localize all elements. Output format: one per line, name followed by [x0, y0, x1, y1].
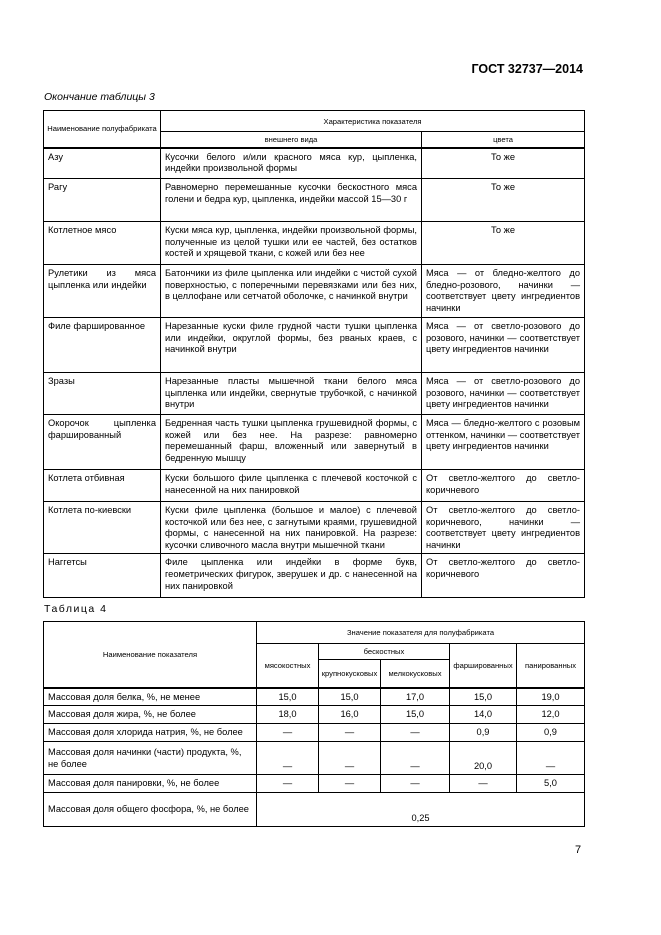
table-row — [44, 222, 585, 265]
t3-appearance-cell: Куски большого филе цыпленка с плечевой косточкой с нанесенной на них панировкой — [161, 470, 422, 502]
t4-value-cell: 15,0 — [319, 688, 381, 706]
t4-value-cell: 16,0 — [319, 706, 381, 724]
t4-value-cell: 17,0 — [381, 688, 450, 706]
t3-name-cell: Котлета отбивная — [44, 470, 161, 502]
t3-appearance-cell: Куски филе цыпленка (большое и малое) с плечевой косточкой или без нее, с загнутыми краями, грушевидной формы, с нанесенной на них панировкой. На разрезе: кусочки сливочного масла внутри мышечной ткани — [161, 502, 422, 554]
t4-indicator-cell: Массовая доля хлорида натрия, %, не более — [44, 724, 257, 742]
standard-code: ГОСТ 32737—2014 — [471, 62, 583, 76]
table-row — [44, 179, 585, 222]
t3-appearance-cell: Филе цыпленка или индейки в форме букв, геометрических фигурок, зверушек и др. с нанесенной на них панировкой — [161, 554, 422, 598]
table4 — [43, 621, 585, 827]
t3-appearance-cell: Равномерно перемешанные кусочки бескостного мяса голени и бедра кур, цыпленка, индейки массой 15—30 г — [161, 179, 422, 222]
t3-color-cell: Мяса — бледно-желтого с розовым оттенком, начинки — соответствует цвету ингредиентов начинки — [422, 415, 585, 470]
t4-value-cell: 15,0 — [257, 688, 319, 706]
table-row — [44, 724, 585, 742]
t3-color-cell: От светло-желтого до светло-коричневого — [422, 470, 585, 502]
t4-header-value: Значение показателя для полуфабриката — [257, 622, 585, 644]
t4-indicator-cell: Массовая доля белка, %, не менее — [44, 688, 257, 706]
t4-value-cell: — — [381, 742, 450, 775]
table-row — [44, 415, 585, 470]
t3-header-appearance: внешнего вида — [161, 132, 422, 148]
t3-color-cell: Мяса — от светло-розового до розового, начинки — соответствует цвету ингредиентов начинки — [422, 373, 585, 415]
table-row — [44, 706, 585, 724]
table-row — [44, 775, 585, 793]
t3-color-cell: То же — [422, 148, 585, 179]
t4-value-cell: — — [517, 742, 585, 775]
t4-value-cell: — — [450, 775, 517, 793]
table-row — [44, 688, 585, 706]
t3-header-name: Наименование полуфабриката — [44, 111, 161, 148]
t3-color-cell: Мяса — от бледно-желтого до бледно-розового, начинки — соответствует цвету ингредиентов начинки — [422, 265, 585, 318]
t4-value-cell: — — [381, 775, 450, 793]
t4-value-cell: 20,0 — [450, 742, 517, 775]
t3-appearance-cell: Бедренная часть тушки цыпленка грушевидной формы, с кожей или без нее. На разрезе: равномерно перемешанный фарш, вложенный или завернутый в бедренную мышцу — [161, 415, 422, 470]
t4-header-bone: мясокостных — [257, 644, 319, 688]
table-row — [44, 502, 585, 554]
t3-name-cell: Котлета по-киевски — [44, 502, 161, 554]
t3-color-cell: То же — [422, 222, 585, 265]
t4-value-cell: — — [319, 724, 381, 742]
t4-value-cell: 18,0 — [257, 706, 319, 724]
t3-color-cell: Мяса — от светло-розового до розового, начинки — соответствует цвету ингредиентов начинки — [422, 318, 585, 373]
t4-value-cell: 0,9 — [517, 724, 585, 742]
t3-color-cell: То же — [422, 179, 585, 222]
t4-value-cell: — — [257, 724, 319, 742]
table-row — [44, 148, 585, 179]
t3-appearance-cell: Батончики из филе цыпленка или индейки с чистой сухой поверхностью, с поперечными перевязками или без них, в целлофане или сетчатой оболочке, с начинкой внутри — [161, 265, 422, 318]
t3-name-cell: Азу — [44, 148, 161, 179]
table-row — [44, 318, 585, 373]
t4-header-small: мелкокусковых — [381, 660, 450, 688]
t4-value-cell: 0,9 — [450, 724, 517, 742]
t3-appearance-cell: Нарезанные куски филе грудной части тушки цыпленка или индейки, округлой формы, без рваных краев, с начинкой внутри — [161, 318, 422, 373]
t4-indicator-cell: Массовая доля общего фосфора, %, не более — [44, 793, 257, 827]
t4-header-indicator: Наименование показателя — [44, 622, 257, 688]
t3-appearance-cell: Кусочки белого и/или красного мяса кур, цыпленка, индейки произвольной формы — [161, 148, 422, 179]
t4-value-cell: — — [319, 742, 381, 775]
t3-name-cell: Рулетики из мяса цыпленка или индейки — [44, 265, 161, 318]
table-row — [44, 554, 585, 598]
t3-name-cell: Котлетное мясо — [44, 222, 161, 265]
t3-color-cell: От светло-желтого до светло-коричневого — [422, 554, 585, 598]
t3-header-characteristic: Характеристика показателя — [161, 111, 585, 132]
t4-value-cell: — — [257, 742, 319, 775]
t3-name-cell: Окорочок цыпленка фаршированный — [44, 415, 161, 470]
page-number: 7 — [575, 844, 582, 856]
t3-name-cell: Наггетсы — [44, 554, 161, 598]
t4-header-stuffed: фаршированных — [450, 644, 517, 688]
t4-value-cell: 12,0 — [517, 706, 585, 724]
table-row — [44, 742, 585, 775]
t3-name-cell: Зразы — [44, 373, 161, 415]
t3-name-cell: Рагу — [44, 179, 161, 222]
table-row — [44, 470, 585, 502]
t4-value-cell: 19,0 — [517, 688, 585, 706]
t3-header-color: цвета — [422, 132, 585, 148]
table4-caption: Таблица 4 — [44, 603, 108, 615]
table3 — [43, 110, 585, 598]
t4-header-boneless: бескостных — [319, 644, 450, 660]
t4-indicator-cell: Массовая доля панировки, %, не более — [44, 775, 257, 793]
t4-header-breaded: панированных — [517, 644, 585, 688]
t4-indicator-cell: Массовая доля начинки (части) продукта, %, не более — [44, 742, 257, 775]
t4-value-cell: 15,0 — [381, 706, 450, 724]
t4-value-cell: — — [257, 775, 319, 793]
t3-name-cell: Филе фаршированное — [44, 318, 161, 373]
t4-value-cell: 15,0 — [450, 688, 517, 706]
table3-caption: Окончание таблицы 3 — [44, 91, 155, 103]
table-row — [44, 265, 585, 318]
t4-value-cell: — — [319, 775, 381, 793]
t4-header-large: крупнокусковых — [319, 660, 381, 688]
t4-value-cell: 14,0 — [450, 706, 517, 724]
t3-appearance-cell: Нарезанные пласты мышечной ткани белого мяса цыпленка или индейки, свернутые трубочкой, с начинкой внутри — [161, 373, 422, 415]
table-row — [44, 793, 585, 827]
t4-value-cell: — — [381, 724, 450, 742]
table-row — [44, 373, 585, 415]
t3-appearance-cell: Куски мяса кур, цыпленка, индейки произвольной формы, полученные из целой тушки или ее частей, без остатков костей и хрящевой ткани, с кожей или без нее — [161, 222, 422, 265]
t4-phosphorus-value: 0,25 — [257, 793, 585, 827]
t3-color-cell: От светло-желтого до светло-коричневого, начинки — соответствует цвету ингредиентов начинки — [422, 502, 585, 554]
t4-indicator-cell: Массовая доля жира, %, не более — [44, 706, 257, 724]
t4-value-cell: 5,0 — [517, 775, 585, 793]
